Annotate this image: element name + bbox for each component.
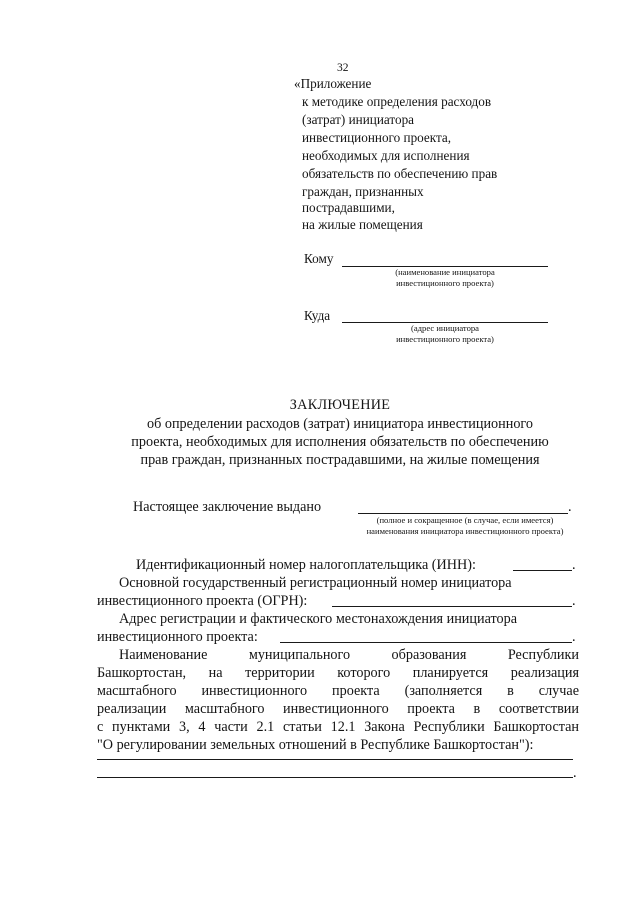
municipality-field[interactable] xyxy=(97,759,573,760)
inn-field[interactable] xyxy=(513,570,572,571)
address-line: Адрес регистрации и фактического местонахождения инициатора xyxy=(119,611,518,627)
appendix-line: инвестиционного проекта, xyxy=(302,130,452,145)
document-title: ЗАКЛЮЧЕНИЕ xyxy=(289,397,391,413)
to-hint xyxy=(345,267,545,288)
issued-hint-line: наименования инициатора инвестиционного проекта) xyxy=(366,525,564,536)
ogrn-field[interactable] xyxy=(332,606,572,607)
municipality-line: Наименование муниципального образования Республики xyxy=(119,647,579,663)
where-hint-line: (адрес инициатора xyxy=(411,323,479,333)
ogrn-line: Основной государственный регистрационный номер инициатора xyxy=(119,575,512,591)
municipality-field[interactable] xyxy=(97,777,573,778)
appendix-line: «Приложение xyxy=(294,76,372,91)
municipality-line: с пунктами 3, 4 части 2.1 статьи 12.1 Закона Республики Башкортостан xyxy=(97,719,579,735)
issued-label: Настоящее заключение выдано xyxy=(133,499,322,515)
municipality-line: масштабного инвестиционного проекта (заполняется в случае xyxy=(97,683,579,699)
ogrn-line: инвестиционного проекта (ОГРН): xyxy=(97,593,308,609)
appendix-line: (затрат) инициатора xyxy=(302,112,415,127)
to-hint-line: инвестиционного проекта) xyxy=(396,277,494,288)
municipality-line-last: "О регулировании земельных отношений в Республике Башкортостан"): xyxy=(97,737,534,753)
appendix-line: пострадавшими, xyxy=(302,200,395,215)
appendix-line: на жилые помещения xyxy=(302,217,423,232)
to-hint-line: (наименование инициатора xyxy=(395,267,495,277)
page-number: 32 xyxy=(337,62,349,74)
issued-end: . xyxy=(568,499,572,515)
to-label: Кому xyxy=(304,251,334,266)
municipality-end: . xyxy=(573,765,577,781)
ogrn-end: . xyxy=(572,593,576,609)
appendix-line: обязательств по обеспечению прав xyxy=(302,166,498,181)
address-line: инвестиционного проекта: xyxy=(97,629,258,645)
title-line: об определении расходов (затрат) инициатора инвестиционного xyxy=(147,416,533,432)
where-hint-line: инвестиционного проекта) xyxy=(396,333,494,344)
where-hint xyxy=(345,323,545,344)
appendix-line: граждан, признанных xyxy=(302,184,424,199)
address-end: . xyxy=(572,629,576,645)
where-label: Куда xyxy=(304,308,331,323)
address-field[interactable] xyxy=(280,642,572,643)
appendix-line: необходимых для исполнения xyxy=(302,148,470,163)
municipality-line: Башкортостан, на территории которого планируется реализация xyxy=(97,665,579,681)
appendix-line: к методике определения расходов xyxy=(302,94,492,109)
municipality-line: реализации масштабного инвестиционного проекта в соответствии xyxy=(97,701,579,717)
inn-end: . xyxy=(572,557,576,573)
issued-field[interactable] xyxy=(358,513,568,514)
inn-label: Идентификационный номер налогоплательщика (ИНН): xyxy=(136,557,476,573)
issued-hint xyxy=(345,515,585,536)
title-line: прав граждан, признанных пострадавшими, на жилые помещения xyxy=(140,452,540,468)
issued-hint-line: (полное и сокращенное (в случае, если имеется) xyxy=(376,515,554,525)
title-line: проекта, необходимых для исполнения обязательств по обеспечению xyxy=(131,434,549,450)
